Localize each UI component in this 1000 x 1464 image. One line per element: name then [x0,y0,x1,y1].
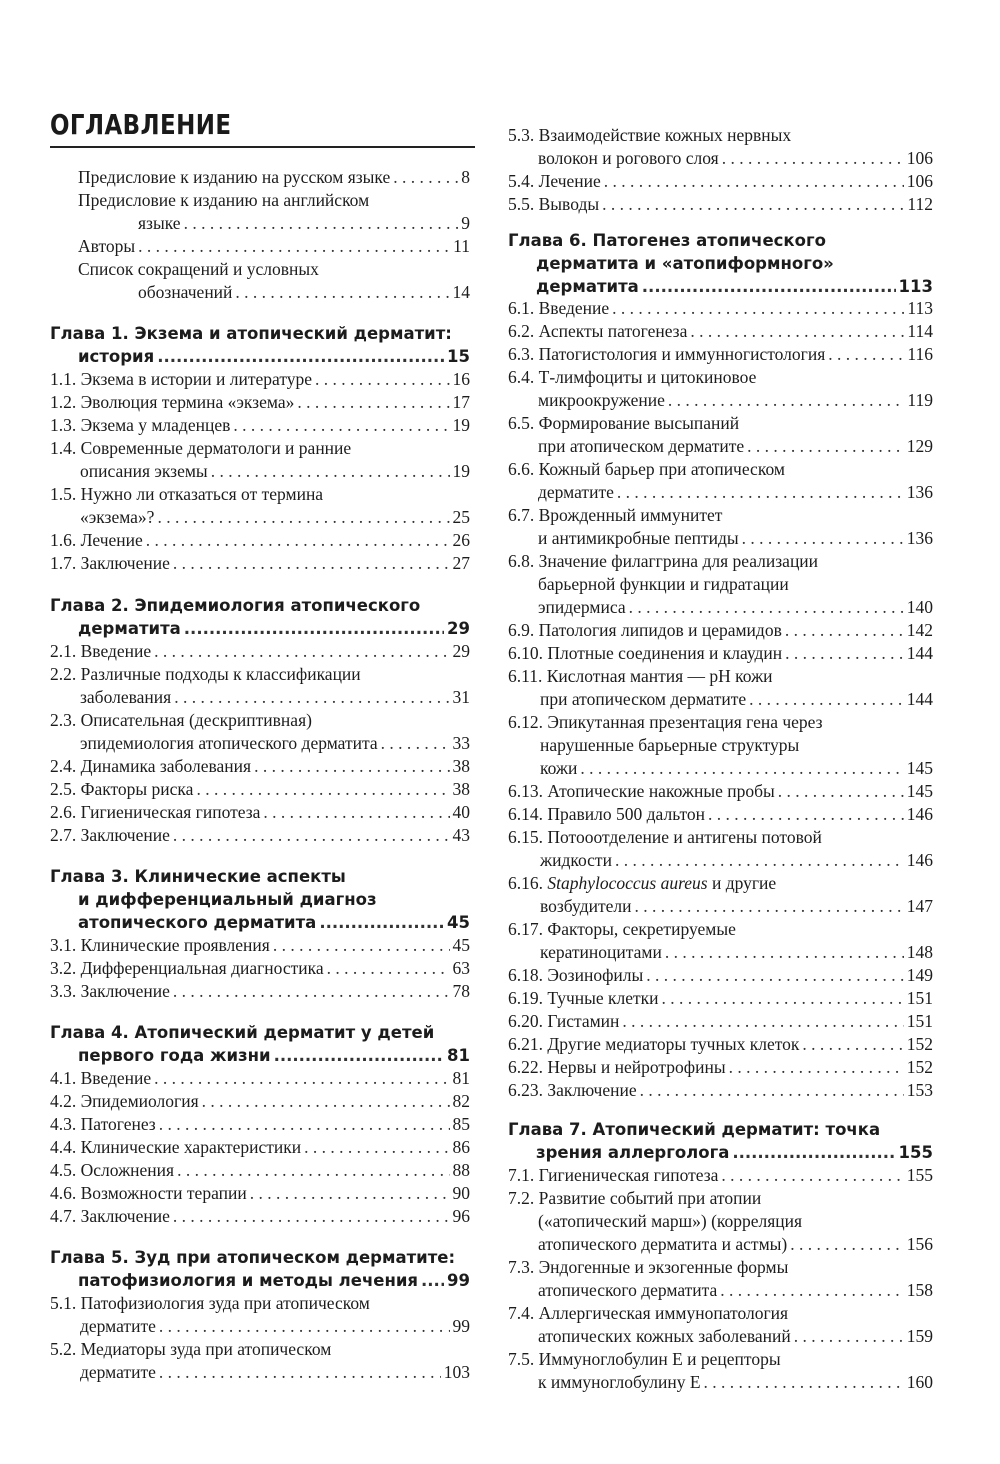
toc-entry: 6.14. Правило 500 дальтон . . . 146 [508,803,933,826]
toc-entry: 3.2. Дифференциальная диагностика . . . 63 [50,957,470,980]
toc-entry: 6.7. Врожденный иммунитет [508,505,723,525]
toc-entry: 6.2. Аспекты патогенеза . . . 114 [508,320,933,343]
toc-entry: 6.17. Факторы, секретируемые [508,919,736,939]
toc-entry: Список сокращений и условных [78,259,319,279]
toc-entry: 2.7. Заключение . . . 43 [50,824,470,847]
toc-entry: волокон и рогового слоя . . . 106 [508,147,933,170]
toc-entry: 2.1. Введение . . . 29 [50,640,470,663]
toc-entry: 4.5. Осложнения . . . 88 [50,1159,470,1182]
toc-entry: 6.3. Патогистология и иммунногистология . . . 116 [508,343,933,366]
toc-entry: 6.6. Кожный барьер при атопическом [508,459,785,479]
toc-entry: 1.6. Лечение . . . 26 [50,529,470,552]
toc-entry: нарушенные барьерные структуры [540,735,800,755]
toc-entry: атопического дерматита . . . 158 [508,1279,933,1302]
chapter-heading: Глава 4. Атопический дерматит у детей [50,1023,435,1042]
toc-entry: 6.19. Тучные клетки . . . 151 [508,987,933,1010]
toc-entry: 4.1. Введение . . . 81 [50,1067,470,1090]
toc-entry: дерматите . . . 103 [50,1361,470,1384]
toc-entry: 4.4. Клинические характеристики . . . 86 [50,1136,470,1159]
italic-organism: Staphylococcus aureus [547,873,708,893]
toc-entry: Предисловие к изданию на английском [78,190,370,210]
chapter-heading: первого года жизни ..... 81 [50,1044,470,1067]
toc-entry: 6.8. Значение филаггрина для реализации [508,551,819,571]
toc-entry: 6.5. Формирование высыпаний [508,413,740,433]
toc-entry: 2.5. Факторы риска . . . 38 [50,778,470,801]
chapter-heading: история ..... 15 [50,345,470,368]
toc-entry: атопических кожных заболеваний . . . 159 [508,1325,933,1348]
toc-entry: 6.13. Атопические накожные пробы . . . 145 [508,780,933,803]
toc-entry: «экзема»? . . . 25 [50,506,470,529]
toc-entry: дерматите . . . 99 [50,1315,470,1338]
toc-entry: 4.7. Заключение . . . 96 [50,1205,470,1228]
toc-entry: 2.4. Динамика заболевания . . . 38 [50,755,470,778]
page-title: ОГЛАВЛЕНИЕ [50,108,232,141]
toc-entry: 1.2. Эволюция термина «экзема» . . . 17 [50,391,470,414]
toc-entry: 2.3. Описательная (дескриптивная) [50,710,312,730]
toc-entry: 1.4. Современные дерматологи и ранние [50,438,352,458]
toc-entry: эпидермиса . . . 140 [508,596,933,619]
chapter-heading: Глава 1. Экзема и атопический дерматит: [50,324,452,343]
toc-entry: и антимикробные пептиды . . . 136 [508,527,933,550]
toc-entry: заболевания . . . 31 [50,686,470,709]
toc-entry: 6.21. Другие медиаторы тучных клеток . . . 152 [508,1033,933,1056]
toc-entry: 2.6. Гигиеническая гипотеза . . . 40 [50,801,470,824]
toc-entry: Авторы . . . 11 [50,235,470,258]
toc-entry: 7.3. Эндогенные и экзогенные формы [508,1257,789,1277]
toc-entry: 6.11. Кислотная мантия — pH кожи [508,666,773,686]
toc-entry: 6.20. Гистамин . . . 151 [508,1010,933,1033]
toc-entry: кератиноцитами . . . 148 [508,941,933,964]
toc-entry: 6.9. Патология липидов и церамидов . . . 142 [508,619,933,642]
chapter-heading: патофизиология и методы лечения ..... 99 [50,1269,470,1292]
toc-entry: 5.4. Лечение . . . 106 [508,170,933,193]
toc-entry: 5.3. Взаимодействие кожных нервных [508,125,792,145]
chapter-heading: дерматита ..... 29 [50,617,470,640]
toc-entry: 5.1. Патофизиология зуда при атопическом [50,1293,370,1313]
toc-entry: 1.7. Заключение . . . 27 [50,552,470,575]
chapter-heading: Глава 3. Клинические аспекты [50,867,346,886]
chapter-heading: дерматита ..... 113 [508,275,933,298]
toc-entry: 6.18. Эозинофилы . . . 149 [508,964,933,987]
toc-entry: 7.1. Гигиеническая гипотеза . . . 155 [508,1164,933,1187]
toc-entry: 6.4. Т-лимфоциты и цитокиновое [508,367,757,387]
toc-entry: 4.3. Патогенез . . . 85 [50,1113,470,1136]
toc-entry: 1.3. Экзема у младенцев . . . 19 [50,414,470,437]
chapter-heading: Глава 5. Зуд при атопическом дерматите: [50,1248,456,1267]
toc-entry: 7.5. Иммуноглобулин E и рецепторы [508,1349,781,1369]
toc-entry: 5.5. Выводы . . . 112 [508,193,933,216]
toc-entry: эпидемиология атопического дерматита . . . 33 [50,732,470,755]
toc-entry: микроокружение . . . 119 [508,389,933,412]
toc-entry: барьерной функции и гидратации [538,574,789,594]
toc-entry: 6.16. Staphylococcus aureus и другие [508,873,777,893]
chapter-heading: Глава 6. Патогенез атопического [508,231,826,250]
toc-entry: 5.2. Медиаторы зуда при атопическом [50,1339,332,1359]
toc-entry: дерматите . . . 136 [508,481,933,504]
chapter-heading: Глава 2. Эпидемиология атопического [50,596,421,615]
toc-entry: 6.10. Плотные соединения и клаудин . . . 144 [508,642,933,665]
toc-entry: 6.12. Эпикутанная презентация гена через [508,712,823,732]
chapter-heading: и дифференциальный диагноз [78,890,377,909]
chapter-heading: атопического дерматита ..... 45 [50,911,470,934]
toc-entry: («атопический марш») (корреляция [538,1211,803,1231]
chapter-heading: зрения аллерголога ..... 155 [508,1141,933,1164]
toc-entry: 6.23. Заключение . . . 153 [508,1079,933,1102]
toc-entry: к иммуноглобулину E . . . 160 [508,1371,933,1394]
toc-entry: описания экземы . . . 19 [50,460,470,483]
chapter-heading: Глава 7. Атопический дерматит: точка [508,1120,881,1139]
toc-entry: 7.2. Развитие событий при атопии [508,1188,762,1208]
toc-entry: 3.3. Заключение . . . 78 [50,980,470,1003]
toc-entry: языке . . . 9 [50,212,470,235]
toc-entry: 6.15. Потооотделение и антигены потовой [508,827,822,847]
toc-entry: 6.1. Введение . . . 113 [508,297,933,320]
toc-entry: жидкости . . . 146 [508,849,933,872]
toc-entry: 6.22. Нервы и нейротрофины . . . 152 [508,1056,933,1079]
title-rule [50,146,475,148]
chapter-heading: дерматита и «атопиформного» [536,254,834,273]
toc-entry: 3.1. Клинические проявления . . . 45 [50,934,470,957]
toc-entry: 7.4. Аллергическая иммунопатология [508,1303,789,1323]
toc-entry: атопического дерматита и астмы) . . . 156 [508,1233,933,1256]
toc-entry: 1.5. Нужно ли отказаться от термина [50,484,324,504]
toc-entry: при атопическом дерматите . . . 144 [508,688,933,711]
toc-entry: 4.6. Возможности терапии . . . 90 [50,1182,470,1205]
toc-entry: обозначений . . . 14 [50,281,470,304]
toc-entry: кожи . . . 145 [508,757,933,780]
toc-entry: Предисловие к изданию на русском языке . . . 8 [50,166,470,189]
toc-entry: 4.2. Эпидемиология . . . 82 [50,1090,470,1113]
toc-entry: возбудители . . . 147 [508,895,933,918]
toc-entry: при атопическом дерматите . . . 129 [508,435,933,458]
toc-entry: 2.2. Различные подходы к классификации [50,664,361,684]
toc-entry: 1.1. Экзема в истории и литературе . . . 16 [50,368,470,391]
